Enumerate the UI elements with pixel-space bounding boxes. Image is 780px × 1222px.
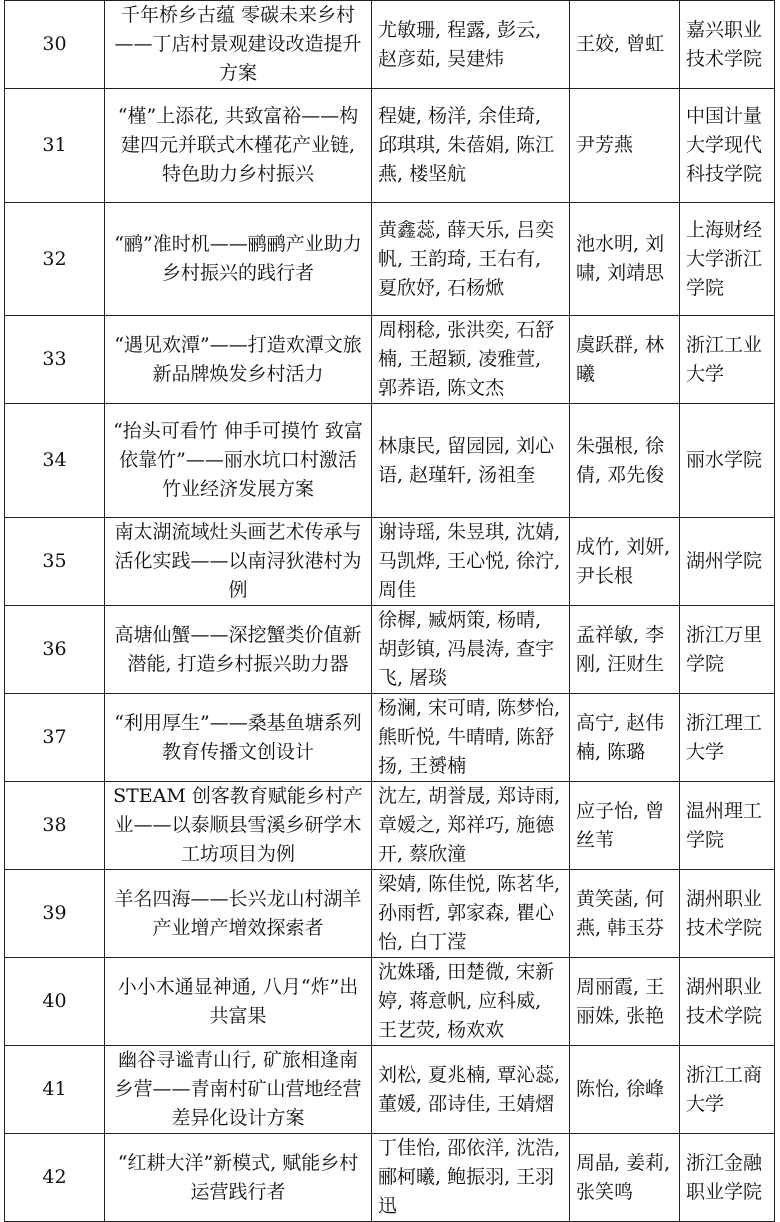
advisors: 成竹, 刘妍, 尹长根 [570, 518, 680, 606]
project-title: STEAM 创客教育赋能乡村产业——以泰顺县雪溪乡研学木工坊项目为例 [105, 782, 372, 870]
school: 上海财经大学浙江学院 [680, 203, 775, 316]
advisors: 朱强根, 徐倩, 邓先俊 [570, 404, 680, 518]
school: 嘉兴职业技术学院 [680, 1, 775, 89]
advisors: 高宁, 赵伟楠, 陈璐 [570, 694, 680, 782]
school: 浙江工商大学 [680, 1046, 775, 1134]
school: 丽水学院 [680, 404, 775, 518]
table-row [5, 404, 775, 518]
row-number: 41 [5, 1046, 105, 1134]
project-title: 羊名四海——长兴龙山村湖羊产业增产增效探索者 [105, 870, 372, 958]
advisors: 陈怡, 徐峰 [570, 1046, 680, 1134]
project-title: “鹂”准时机——鹂鹂产业助力乡村振兴的践行者 [105, 203, 372, 316]
advisors: 应子怡, 曾丝苇 [570, 782, 680, 870]
project-title: “槿”上添花, 共致富裕——构建四元并联式木槿花产业链, 特色助力乡村振兴 [105, 89, 372, 203]
school: 湖州职业技术学院 [680, 958, 775, 1046]
advisors: 池水明, 刘啸, 刘靖思 [570, 203, 680, 316]
school: 浙江工业大学 [680, 316, 775, 404]
project-title: “利用厚生”——桑基鱼塘系列教育传播文创设计 [105, 694, 372, 782]
row-number: 33 [5, 316, 105, 404]
row-number: 30 [5, 1, 105, 89]
advisors: 周晶, 姜莉, 张笑鸣 [570, 1134, 680, 1222]
team-members: 刘松, 夏兆楠, 覃沁蕊, 董媛, 邵诗佳, 王婧熠 [372, 1046, 570, 1134]
table-row [5, 870, 775, 958]
row-number: 39 [5, 870, 105, 958]
team-members: 沈左, 胡誉晟, 郑诗雨, 章嫒之, 郑祥巧, 施德开, 蔡欣潼 [372, 782, 570, 870]
project-title: 小小木通显神通, 八月“炸”出共富果 [105, 958, 372, 1046]
project-title: 高塘仙蟹——深挖蟹类价值新潜能, 打造乡村振兴助力器 [105, 606, 372, 694]
team-members: 梁婧, 陈佳悦, 陈茗华, 孙雨哲, 郭家森, 瞿心怡, 白丁滢 [372, 870, 570, 958]
school: 浙江万里学院 [680, 606, 775, 694]
project-title: “遇见欢潭”——打造欢潭文旅新品牌焕发乡村活力 [105, 316, 372, 404]
project-title: “抬头可看竹 伸手可摸竹 致富依靠竹”——丽水坑口村激活竹业经济发展方案 [105, 404, 372, 518]
project-title: “红耕大洋”新模式, 赋能乡村运营践行者 [105, 1134, 372, 1222]
row-number: 37 [5, 694, 105, 782]
advisors: 王姣, 曾虹 [570, 1, 680, 89]
school: 湖州职业技术学院 [680, 870, 775, 958]
table-row [5, 694, 775, 782]
team-members: 黄鑫蕊, 薛天乐, 吕奕帆, 王韵琦, 王右有, 夏欣妤, 石杨焮 [372, 203, 570, 316]
table-row [5, 958, 775, 1046]
team-members: 沈姝璠, 田楚微, 宋新婷, 蒋意帆, 应科威, 王艺荧, 杨欢欢 [372, 958, 570, 1046]
row-number: 38 [5, 782, 105, 870]
school: 温州理工学院 [680, 782, 775, 870]
team-members: 丁佳怡, 邵依洋, 沈浩, 郦柯曦, 鲍振羽, 王羽迅 [372, 1134, 570, 1222]
school: 中国计量大学现代科技学院 [680, 89, 775, 203]
advisors: 周丽霞, 王丽姝, 张艳 [570, 958, 680, 1046]
team-members: 谢诗瑶, 朱昱琪, 沈婧, 马凯烨, 王心悦, 徐泞, 周佳 [372, 518, 570, 606]
project-title: 幽谷寻谧青山行, 矿旅相逢南乡营——青南村矿山营地经营差异化设计方案 [105, 1046, 372, 1134]
advisors: 尹芳燕 [570, 89, 680, 203]
advisors: 虞跃群, 林曦 [570, 316, 680, 404]
row-number: 32 [5, 203, 105, 316]
row-number: 35 [5, 518, 105, 606]
advisors: 孟祥敏, 李刚, 汪财生 [570, 606, 680, 694]
school: 湖州学院 [680, 518, 775, 606]
team-members: 徐樨, 臧炳策, 杨晴, 胡彭镇, 冯晨涛, 查宇飞, 屠琰 [372, 606, 570, 694]
row-number: 34 [5, 404, 105, 518]
team-members: 林康民, 留园园, 刘心语, 赵瑾轩, 汤祖奎 [372, 404, 570, 518]
table-row [5, 1, 775, 89]
team-members: 程婕, 杨洋, 余佳琦, 邱琪琪, 朱蓓娟, 陈江燕, 楼坚航 [372, 89, 570, 203]
team-members: 周栩稔, 张洪奕, 石舒楠, 王超颖, 凌雅萱, 郭荞语, 陈文杰 [372, 316, 570, 404]
project-title: 南太湖流域灶头画艺术传承与活化实践——以南浔狄港村为例 [105, 518, 372, 606]
team-members: 杨澜, 宋可晴, 陈梦怡, 熊昕悦, 牛晴晴, 陈舒扬, 王赟楠 [372, 694, 570, 782]
table-row [5, 518, 775, 606]
school: 浙江理工大学 [680, 694, 775, 782]
row-number: 42 [5, 1134, 105, 1222]
table-row [5, 316, 775, 404]
project-title: 千年桥乡古蕴 零碳未来乡村——丁店村景观建设改造提升方案 [105, 1, 372, 89]
school: 浙江金融职业学院 [680, 1134, 775, 1222]
table-body [5, 1, 775, 1222]
table-row [5, 1046, 775, 1134]
table-row [5, 606, 775, 694]
advisors: 黄笑菡, 何燕, 韩玉芬 [570, 870, 680, 958]
table-row [5, 1134, 775, 1222]
row-number: 40 [5, 958, 105, 1046]
table-row [5, 89, 775, 203]
table-row [5, 782, 775, 870]
award-table [4, 0, 775, 1222]
row-number: 36 [5, 606, 105, 694]
row-number: 31 [5, 89, 105, 203]
team-members: 尤敏珊, 程露, 彭云, 赵彦茹, 吴建炜 [372, 1, 570, 89]
table-row [5, 203, 775, 316]
